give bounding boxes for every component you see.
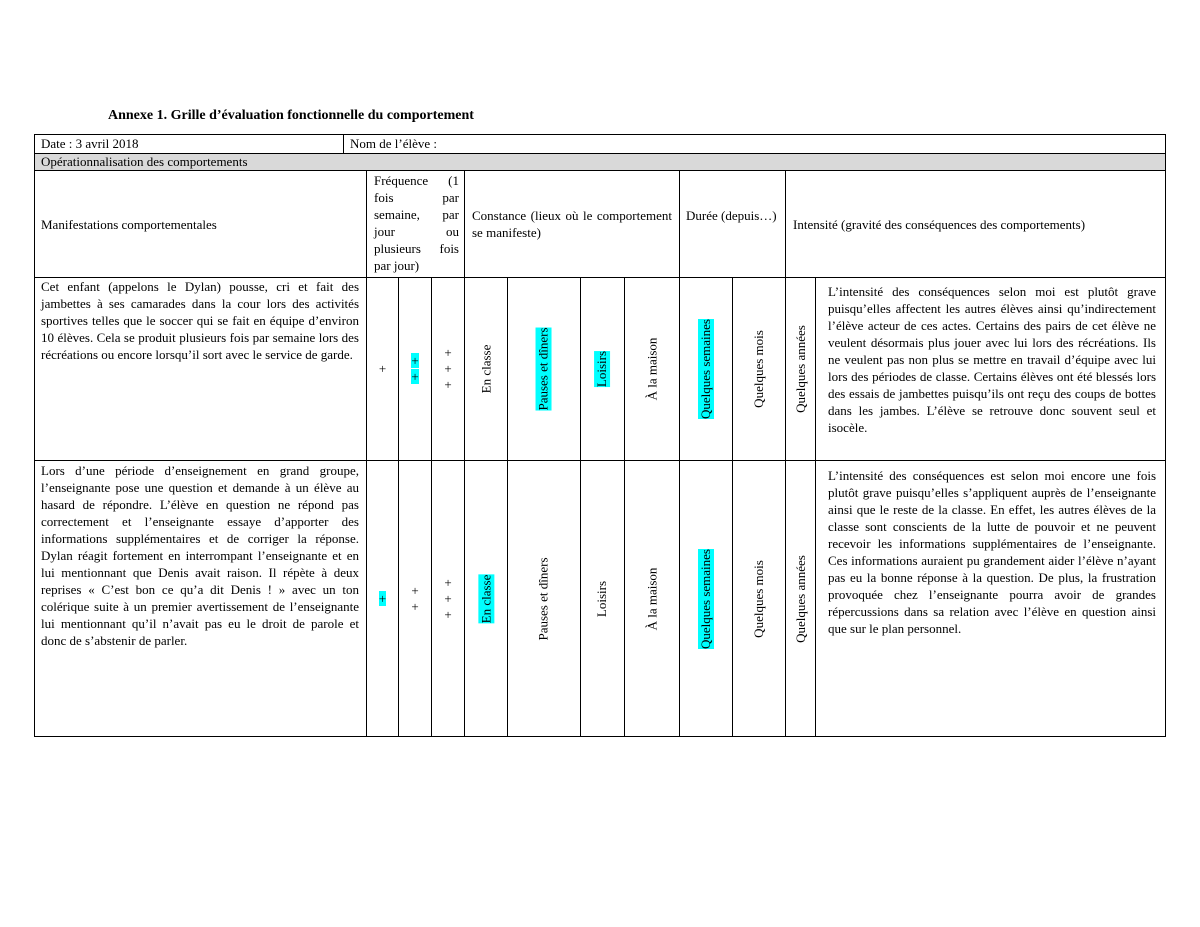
row1-freq-day: + + <box>411 353 419 384</box>
student-name-field[interactable]: Nom de l’élève : <box>350 136 437 151</box>
row1-annees: Quelques années <box>792 325 808 413</box>
row2-mois: Quelques mois <box>751 559 767 638</box>
section-title: Opérationnalisation des comportements <box>41 154 248 169</box>
row2-en-classe: En classe <box>478 574 494 623</box>
row1-pauses: Pauses et dîners <box>536 327 552 411</box>
row1-description: Cet enfant (appelons le Dylan) pousse, cri et fait des jambettes à ses camarades dans la cour lors des activités sportives telles que le soccer qui se fait en équipe d’environ 10 élèves. Cela se produit plusieurs fois par semaine lors des récréations ou encore lorsqu’il sort avec le service de garde. <box>41 279 359 362</box>
row1-mois: Quelques mois <box>751 330 767 408</box>
row1-freq-once: + <box>378 361 387 376</box>
row2-freq-once: + <box>378 591 387 606</box>
row1-semaines: Quelques semaines <box>698 318 714 420</box>
row2-freq-day: + + <box>411 583 419 614</box>
row1-maison: À la maison <box>644 337 660 401</box>
row2-freq-several: + + + <box>444 575 452 622</box>
row2-annees: Quelques années <box>792 554 808 643</box>
row1-loisirs: Loisirs <box>594 350 610 388</box>
row2-loisirs: Loisirs <box>594 580 610 617</box>
evaluation-grid <box>34 134 1166 737</box>
document-title: Annexe 1. Grille d’évaluation fonctionnelle du comportement <box>108 108 474 123</box>
row1-freq-several: + + + <box>444 345 452 392</box>
row1-intensite: L’intensité des conséquences selon moi est plutôt grave puisqu’elles affectent les autres élèves ainsi qu’indirectement l’élève acteur de ces actes. Certains des pairs de cet élève ne veulent désormais plus jouer avec lui lors des récréations. Ils ne veulent pas non plus se mettre en travail d’équipe avec lui lors des périodes de classe. Certains élèves ont été blessés lors des essais de jambettes puisqu’ils ont reçu des coups de bottes dans les jambes. L’élève se retrouve donc souvent seul et isocèle. <box>828 284 1156 435</box>
header-duree: Durée (depuis…) <box>686 208 777 223</box>
row1-en-classe: En classe <box>478 344 494 394</box>
date-field: Date : 3 avril 2018 <box>41 136 139 151</box>
row2-description: Lors d’une période d’enseignement en grand groupe, l’enseignante pose une question et demande à un élève au hasard de répondre. L’élève en question ne répond pas correctement et l’enseignante essaye d’apporter des informations supplémentaires et de corriger la réponse. Dylan réagit fortement en interrompant l’enseignante et en lui mentionnant que Denis avait raison. Il répète à deux reprises « C’est bon ce qu’a dit Denis ! » avec un ton colérique suite à un premier avertissement de l’enseignante lui mentionnant qu’il n’avait pas eu le droit de parole et donc de s’abstenir de parler. <box>41 463 359 648</box>
header-intensite: Intensité (gravité des conséquences des comportements) <box>793 217 1086 232</box>
row2-maison: À la maison <box>644 567 660 630</box>
header-frequence: Fréquence (1 fois par semaine, par jour ou plusieurs fois par jour) <box>374 173 459 273</box>
row2-pauses: Pauses et dîners <box>536 556 552 641</box>
header-constance: Constance (lieux où le comportement se manifeste) <box>472 208 672 240</box>
row2-intensite: L’intensité des conséquences est selon moi encore une fois plutôt grave puisqu’elles s’appliquent auprès de l’enseignante ainsi que le reste de la classe. En effet, les autres élèves de la classe sont conscients de la lutte de pouvoir et ne peuvent recevoir les informations supplémentaires de l’enseignante. Ces informations auraient pu grandement aider l’élève n’ayant pas eu la bonne réponse à la question. De plus, la frustration provoquée chez l’enseignante pourra avoir de grandes répercussions dans sa relation avec l’élève en question ainsi que sur le plan personnel. <box>828 468 1156 636</box>
header-manifestations: Manifestations comportementales <box>41 217 217 232</box>
row2-semaines: Quelques semaines <box>698 548 714 649</box>
